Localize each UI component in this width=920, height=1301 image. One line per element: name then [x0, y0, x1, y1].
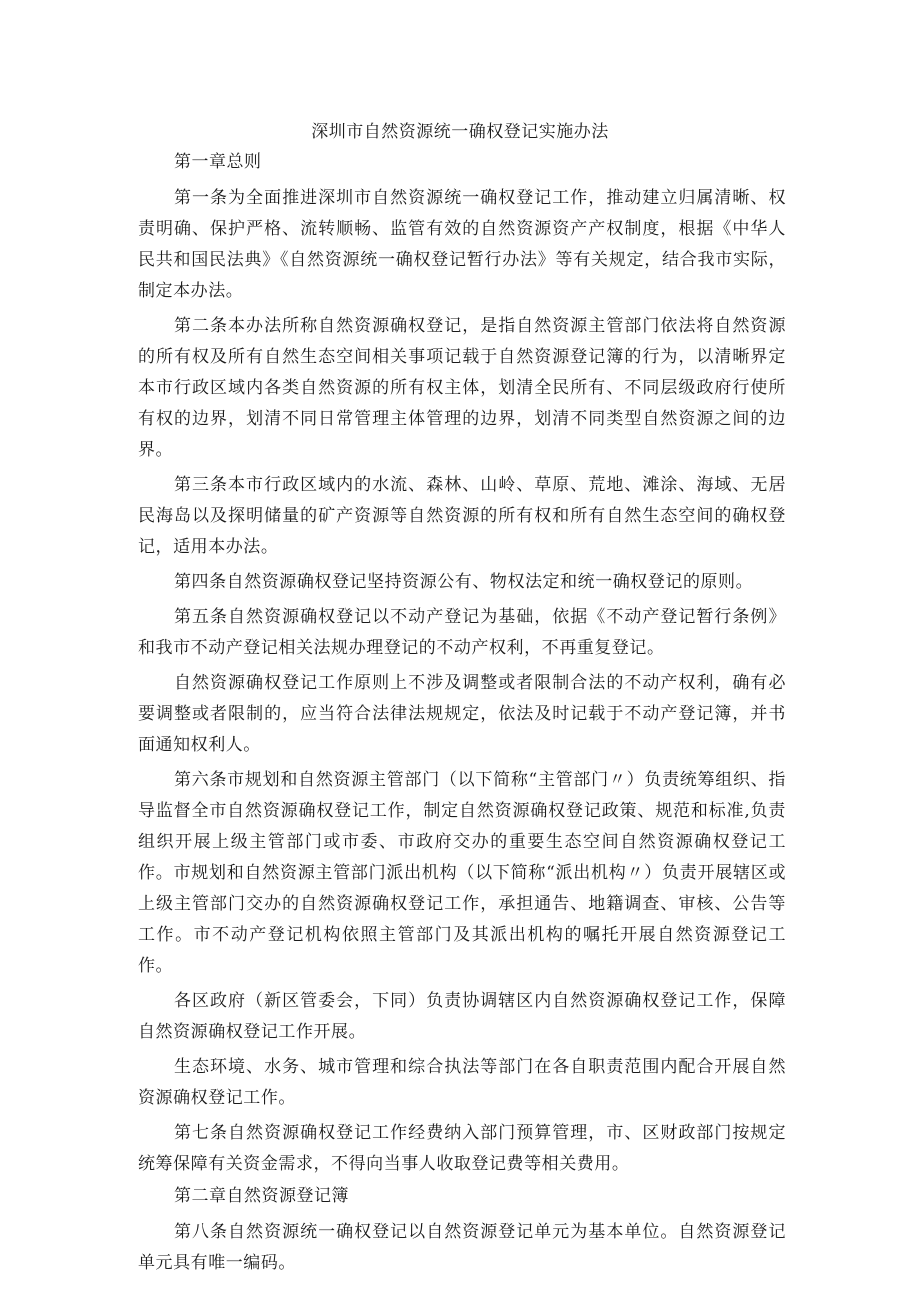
article-2: 第二条本办法所称自然资源确权登记，是指自然资源主管部门依法将自然资源的所有权及所有自然生态空间相关事项记载于自然资源登记簿的行为，以清晰界定本市行政区域内各类自然资源的所有权主体，划清全民所有、不同层级政府行使所有权的边界，划清不同日常管理主体管理的边界，划清不同类型自然资源之间的边界。 [138, 316, 786, 460]
article-6-paragraph-2: 各区政府（新区管委会，下同）负责协调辖区内自然资源确权登记工作，保障自然资源确权登记工作开展。 [138, 991, 786, 1042]
chapter-heading: 第二章自然资源登记簿 [174, 1186, 349, 1206]
article-7: 第七条自然资源确权登记工作经费纳入部门预算管理，市、区财政部门按规定统筹保障有关资金需求，不得向当事人收取登记费等相关费用。 [138, 1123, 786, 1174]
document-body [138, 150, 786, 1283]
article-6-paragraph-3: 生态环境、水务、城市管理和综合执法等部门在各自职责范围内配合开展自然资源确权登记工作。 [138, 1057, 786, 1108]
article-3: 第三条本市行政区域内的水流、森林、山岭、草原、荒地、滩涂、海域、无居民海岛以及探明储量的矿产资源等自然资源的所有权和所有自然生态空间的确权登记，适用本办法。 [138, 475, 786, 557]
chapter-heading: 第一章总则 [174, 152, 262, 172]
article-4: 第四条自然资源确权登记坚持资源公有、物权法定和统一确权登记的原则。 [174, 572, 754, 592]
article-5: 第五条自然资源确权登记以不动产登记为基础，依据《不动产登记暂行条例》和我市不动产登记相关法规办理登记的不动产权利，不再重复登记。 [138, 607, 786, 658]
article-1: 第一条为全面推进深圳市自然资源统一确权登记工作，推动建立归属清晰、权责明确、保护严格、流转顺畅、监管有效的自然资源资产产权制度，根据《中华人民共和国民法典》《自然资源统一确权登记暂行办法》等有关规定，结合我市实际，制定本办法。 [138, 188, 786, 301]
document-title: 深圳市自然资源统一确权登记实施办法 [311, 122, 609, 142]
article-5-paragraph-2: 自然资源确权登记工作原则上不涉及调整或者限制合法的不动产权利，确有必要调整或者限制的，应当符合法律法规规定，依法及时记载于不动产登记簿，并书面通知权利人。 [138, 673, 786, 755]
article-8: 第八条自然资源统一确权登记以自然资源登记单元为基本单位。自然资源登记单元具有唯一编码。 [138, 1222, 786, 1273]
article-6: 第六条市规划和自然资源主管部门（以下简称“主管部门〃）负责统筹组织、指导监督全市自然资源确权登记工作，制定自然资源确权登记政策、规范和标准,负责组织开展上级主管部门或市委、市政府交办的重要生态空间自然资源确权登记工作。市规划和自然资源主管部门派出机构（以下简称“派出机构〃）负责开展辖区或上级主管部门交办的自然资源确权登记工作，承担通告、地籍调查、审核、公告等工作。市不动产登记机构依照主管部门及其派出机构的嘱托开展自然资源登记工作。 [138, 770, 786, 976]
